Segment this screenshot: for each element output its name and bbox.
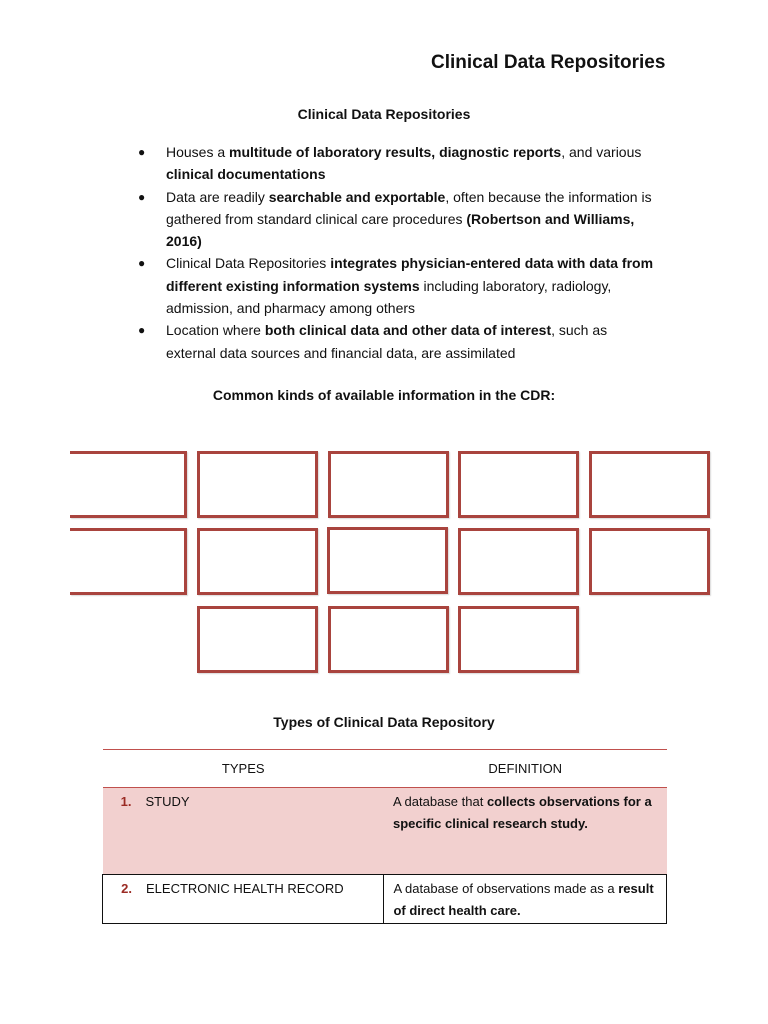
bullet-item: ● Location where both clinical data and other data of interest, such as external data sources and financial data, are assimilated xyxy=(138,319,658,364)
bullet-dot: ● xyxy=(138,256,146,271)
page-title: Clinical Data Repositories xyxy=(431,52,666,73)
row-number: 2. xyxy=(121,881,132,896)
bullet-dot: ● xyxy=(138,189,146,204)
info-box xyxy=(328,451,449,518)
definition-column-header: DEFINITION xyxy=(384,750,667,788)
bullet-list xyxy=(138,141,658,364)
definition-cell: A database of observations made as a result of direct health care. xyxy=(384,875,667,924)
section-title: Clinical Data Repositories xyxy=(297,106,471,122)
common-kinds-heading: Common kinds of available information in the CDR: xyxy=(212,387,556,403)
info-box xyxy=(589,451,710,518)
info-box xyxy=(458,528,579,595)
info-box xyxy=(70,528,187,595)
type-name: ELECTRONIC HEALTH RECORD xyxy=(146,881,344,896)
row-number: 1. xyxy=(120,794,132,809)
info-box xyxy=(458,606,579,673)
bullet-dot: ● xyxy=(138,323,146,338)
type-name: STUDY xyxy=(145,794,190,809)
info-box xyxy=(197,606,318,673)
info-box xyxy=(197,528,318,595)
type-cell xyxy=(103,788,384,875)
table-header-row xyxy=(103,750,667,788)
info-box xyxy=(328,606,449,673)
info-box xyxy=(458,451,579,518)
bullet-item: ● Houses a multitude of laboratory results, diagnostic reports, and various clinical documentations xyxy=(138,141,658,186)
table-row xyxy=(103,788,667,875)
info-box xyxy=(70,451,187,518)
bullet-dot: ● xyxy=(138,145,146,159)
types-heading: Types of Clinical Data Repository xyxy=(273,714,495,730)
definition-cell: A database that collects observations for a specific clinical research study. xyxy=(384,788,667,875)
info-box xyxy=(197,451,318,518)
types-table xyxy=(102,749,667,924)
types-column-header: TYPES xyxy=(103,750,384,788)
bullet-item: ● Clinical Data Repositories integrates physician-entered data with data from different existing information systems including laboratory, radiology, admission, and pharmacy among others xyxy=(138,252,658,319)
table-row xyxy=(103,875,667,924)
info-box xyxy=(589,528,710,595)
info-box xyxy=(327,527,448,594)
bullet-item: ● Data are readily searchable and exportable, often because the information is gathered from standard clinical care procedures (Robertson and Williams, 2016) xyxy=(138,186,658,253)
type-cell xyxy=(103,875,384,924)
